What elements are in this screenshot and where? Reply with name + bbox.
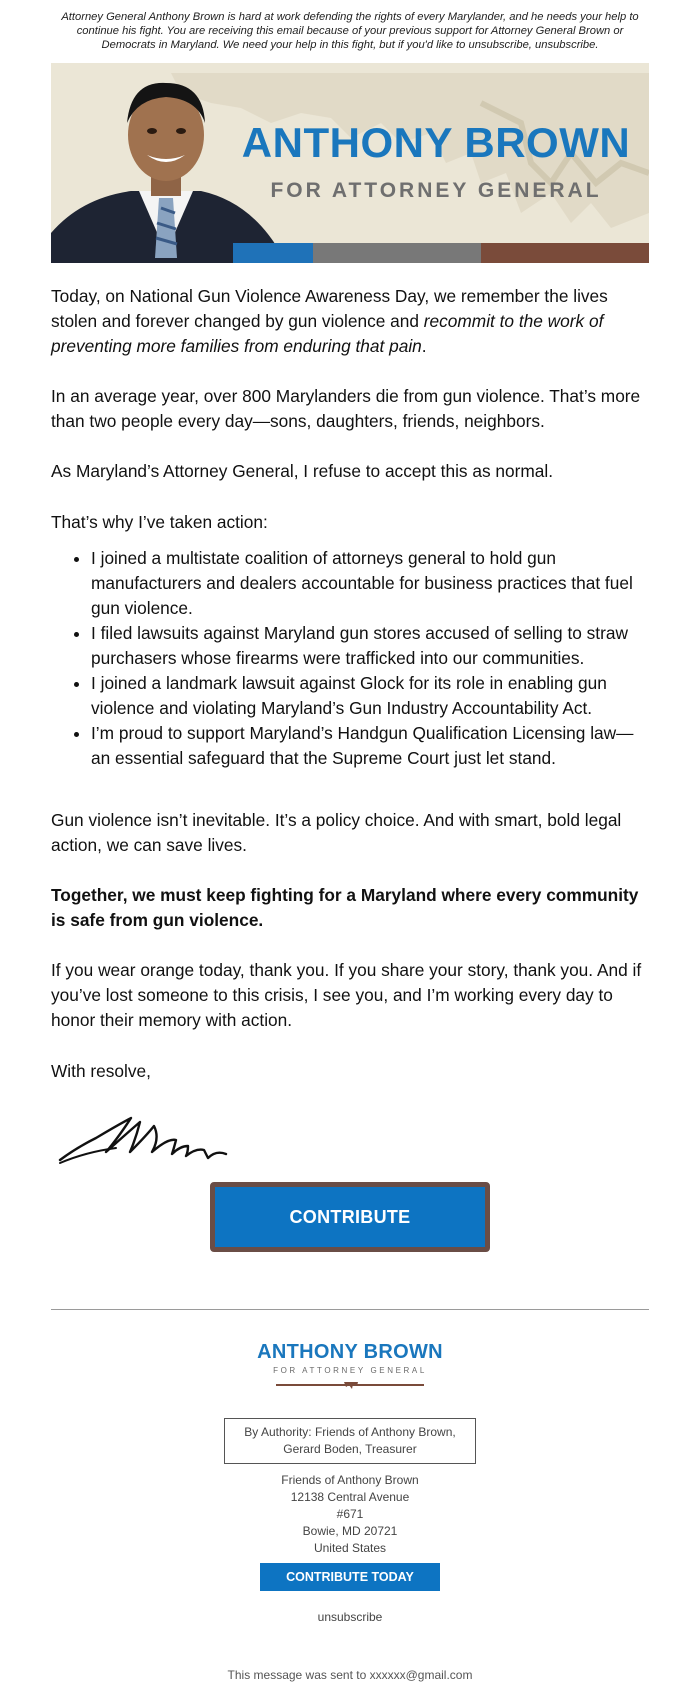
unsubscribe-link[interactable]: unsubscribe bbox=[317, 1610, 383, 1624]
address-line: Bowie, MD 20721 bbox=[302, 1524, 398, 1538]
paragraph-action-intro: That’s why I’ve taken action: bbox=[51, 512, 268, 532]
sent-to-notice bbox=[150, 1668, 550, 1682]
list-item: • I filed lawsuits against Maryland gun stores accused of selling to straw purchasers whose firearms were trafficked into our communities. bbox=[91, 621, 651, 671]
paragraph-intro bbox=[51, 284, 651, 359]
banner-stripe-brown bbox=[481, 243, 649, 263]
authority-line-1: By Authority: Friends of Anthony Brown, bbox=[244, 1425, 456, 1439]
list-item: • I joined a multistate coalition of attorneys general to hold gun manufacturers and dealers accountable for business practices that fuel gun violence. bbox=[91, 546, 651, 621]
sent-to-prefix: This message was sent to bbox=[227, 1668, 370, 1682]
banner-stripe-gray bbox=[313, 243, 481, 263]
paragraph-bold-call: Together, we must keep fighting for a Maryland where every community is safe from gun violence. bbox=[51, 885, 639, 930]
footer-logo-subtitle: FOR ATTORNEY GENERAL bbox=[273, 1366, 427, 1375]
authority-line-2: Gerard Boden, Treasurer bbox=[283, 1442, 417, 1456]
address-line: #671 bbox=[336, 1507, 364, 1521]
banner-stripe-blue bbox=[233, 243, 313, 263]
footer-divider bbox=[51, 1309, 649, 1310]
address-line: United States bbox=[313, 1541, 387, 1555]
intro-emphasis: recommit to the work of preventing more families from enduring that pain bbox=[51, 311, 604, 356]
paragraph-refuse: As Maryland’s Attorney General, I refuse to accept this as normal. bbox=[51, 461, 554, 481]
actions-list bbox=[51, 546, 651, 771]
paragraph-policy: Gun violence isn’t inevitable. It’s a policy choice. And with smart, bold legal action, we can save lives. bbox=[51, 810, 622, 855]
sign-off: With resolve, bbox=[51, 1061, 151, 1081]
maryland-mark-icon bbox=[344, 1380, 358, 1390]
contribute-button[interactable]: CONTRIBUTE bbox=[210, 1182, 490, 1252]
intro-text: Today, on National Gun Violence Awareness Day, we remember the lives stolen and forever changed by gun violence and bbox=[51, 286, 608, 331]
preheader-text: Attorney General Anthony Brown is hard at work defending the rights of every Marylander, and he needs your help to continue his fight. You are receiving this email because of your previous support for Attorney General Brown or Democrats in Maryland. We need your help in this fight, but if you'd like to unsubscribe, bbox=[61, 11, 639, 51]
header-banner bbox=[51, 63, 649, 263]
list-item: • I’m proud to support Maryland’s Handgun Qualification Licensing law—an essential safeguard that the Supreme Court just let stand. bbox=[91, 721, 651, 771]
address-line: 12138 Central Avenue bbox=[290, 1490, 410, 1504]
preheader bbox=[50, 10, 650, 52]
banner-subtitle: FOR ATTORNEY GENERAL bbox=[270, 179, 602, 202]
paragraph-thanks: If you wear orange today, thank you. If you share your story, thank you. And if you’ve lost someone to this crisis, I see you, and I’m working every day to honor their memory with action. bbox=[51, 960, 642, 1030]
footer-logo bbox=[250, 1340, 450, 1398]
paragraph-statistics: In an average year, over 800 Marylanders die from gun violence. That’s more than two people every day—sons, daughters, friends, neighbors. bbox=[51, 386, 641, 431]
signature-image bbox=[56, 1108, 236, 1168]
paid-for-by-box bbox=[224, 1418, 476, 1464]
preheader-unsubscribe-link[interactable]: unsubscribe. bbox=[535, 39, 599, 51]
sent-to-email: xxxxxx@gmail.com bbox=[369, 1668, 473, 1682]
contribute-today-button[interactable]: CONTRIBUTE TODAY bbox=[260, 1563, 440, 1591]
intro-end: . bbox=[421, 336, 427, 356]
mailing-address bbox=[200, 1472, 500, 1557]
banner-title: ANTHONY BROWN bbox=[241, 119, 631, 166]
address-line: Friends of Anthony Brown bbox=[281, 1473, 419, 1487]
list-item: • I joined a landmark lawsuit against Glock for its role in enabling gun violence and violating Maryland’s Gun Industry Accountability Act. bbox=[91, 671, 651, 721]
footer-logo-name: ANTHONY BROWN bbox=[257, 1341, 443, 1363]
